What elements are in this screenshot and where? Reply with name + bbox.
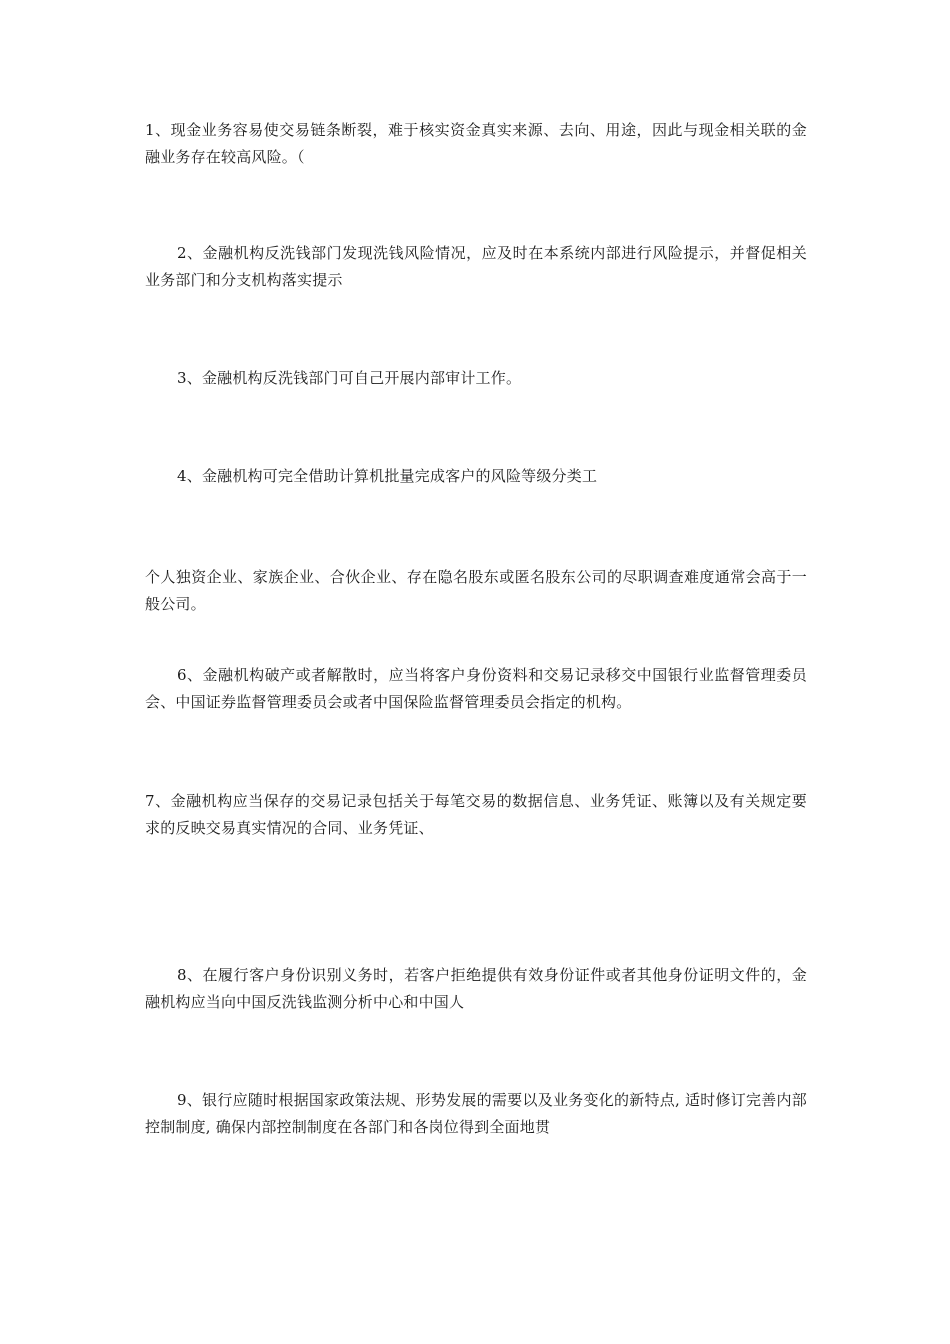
paragraph-7: 7、金融机构应当保存的交易记录包括关于每笔交易的数据信息、业务凭证、账簿以及有关规定要求的反映交易真实情况的合同、业务凭证、 xyxy=(145,792,807,837)
paragraph-6: 6、金融机构破产或者解散时，应当将客户身份资料和交易记录移交中国银行业监督管理委员会、中国证券监督管理委员会或者中国保险监督管理委员会指定的机构。 xyxy=(145,666,807,711)
paragraph-3: 3、金融机构反洗钱部门可自己开展内部审计工作。 xyxy=(177,369,522,387)
paragraph-9: 9、银行应随时根据国家政策法规、形势发展的需要以及业务变化的新特点, 适时修订完善内部控制制度, 确保内部控制制度在各部门和各岗位得到全面地贯 xyxy=(145,1091,807,1136)
paragraph-1: 1、现金业务容易使交易链条断裂，难于核实资金真实来源、去向、用途，因此与现金相关联的金融业务存在较高风险。（ xyxy=(145,121,807,166)
paragraph-4: 4、金融机构可完全借助计算机批量完成客户的风险等级分类工 xyxy=(177,467,598,485)
paragraph-8: 8、在履行客户身份识别义务时，若客户拒绝提供有效身份证件或者其他身份证明文件的，金融机构应当向中国反洗钱监测分析中心和中国人 xyxy=(145,966,807,1011)
paragraph-2: 2、金融机构反洗钱部门发现洗钱风险情况，应及时在本系统内部进行风险提示，并督促相关业务部门和分支机构落实提示 xyxy=(145,244,807,289)
paragraph-5: 个人独资企业、家族企业、合伙企业、存在隐名股东或匿名股东公司的尽职调查难度通常会高于一般公司。 xyxy=(145,568,807,613)
